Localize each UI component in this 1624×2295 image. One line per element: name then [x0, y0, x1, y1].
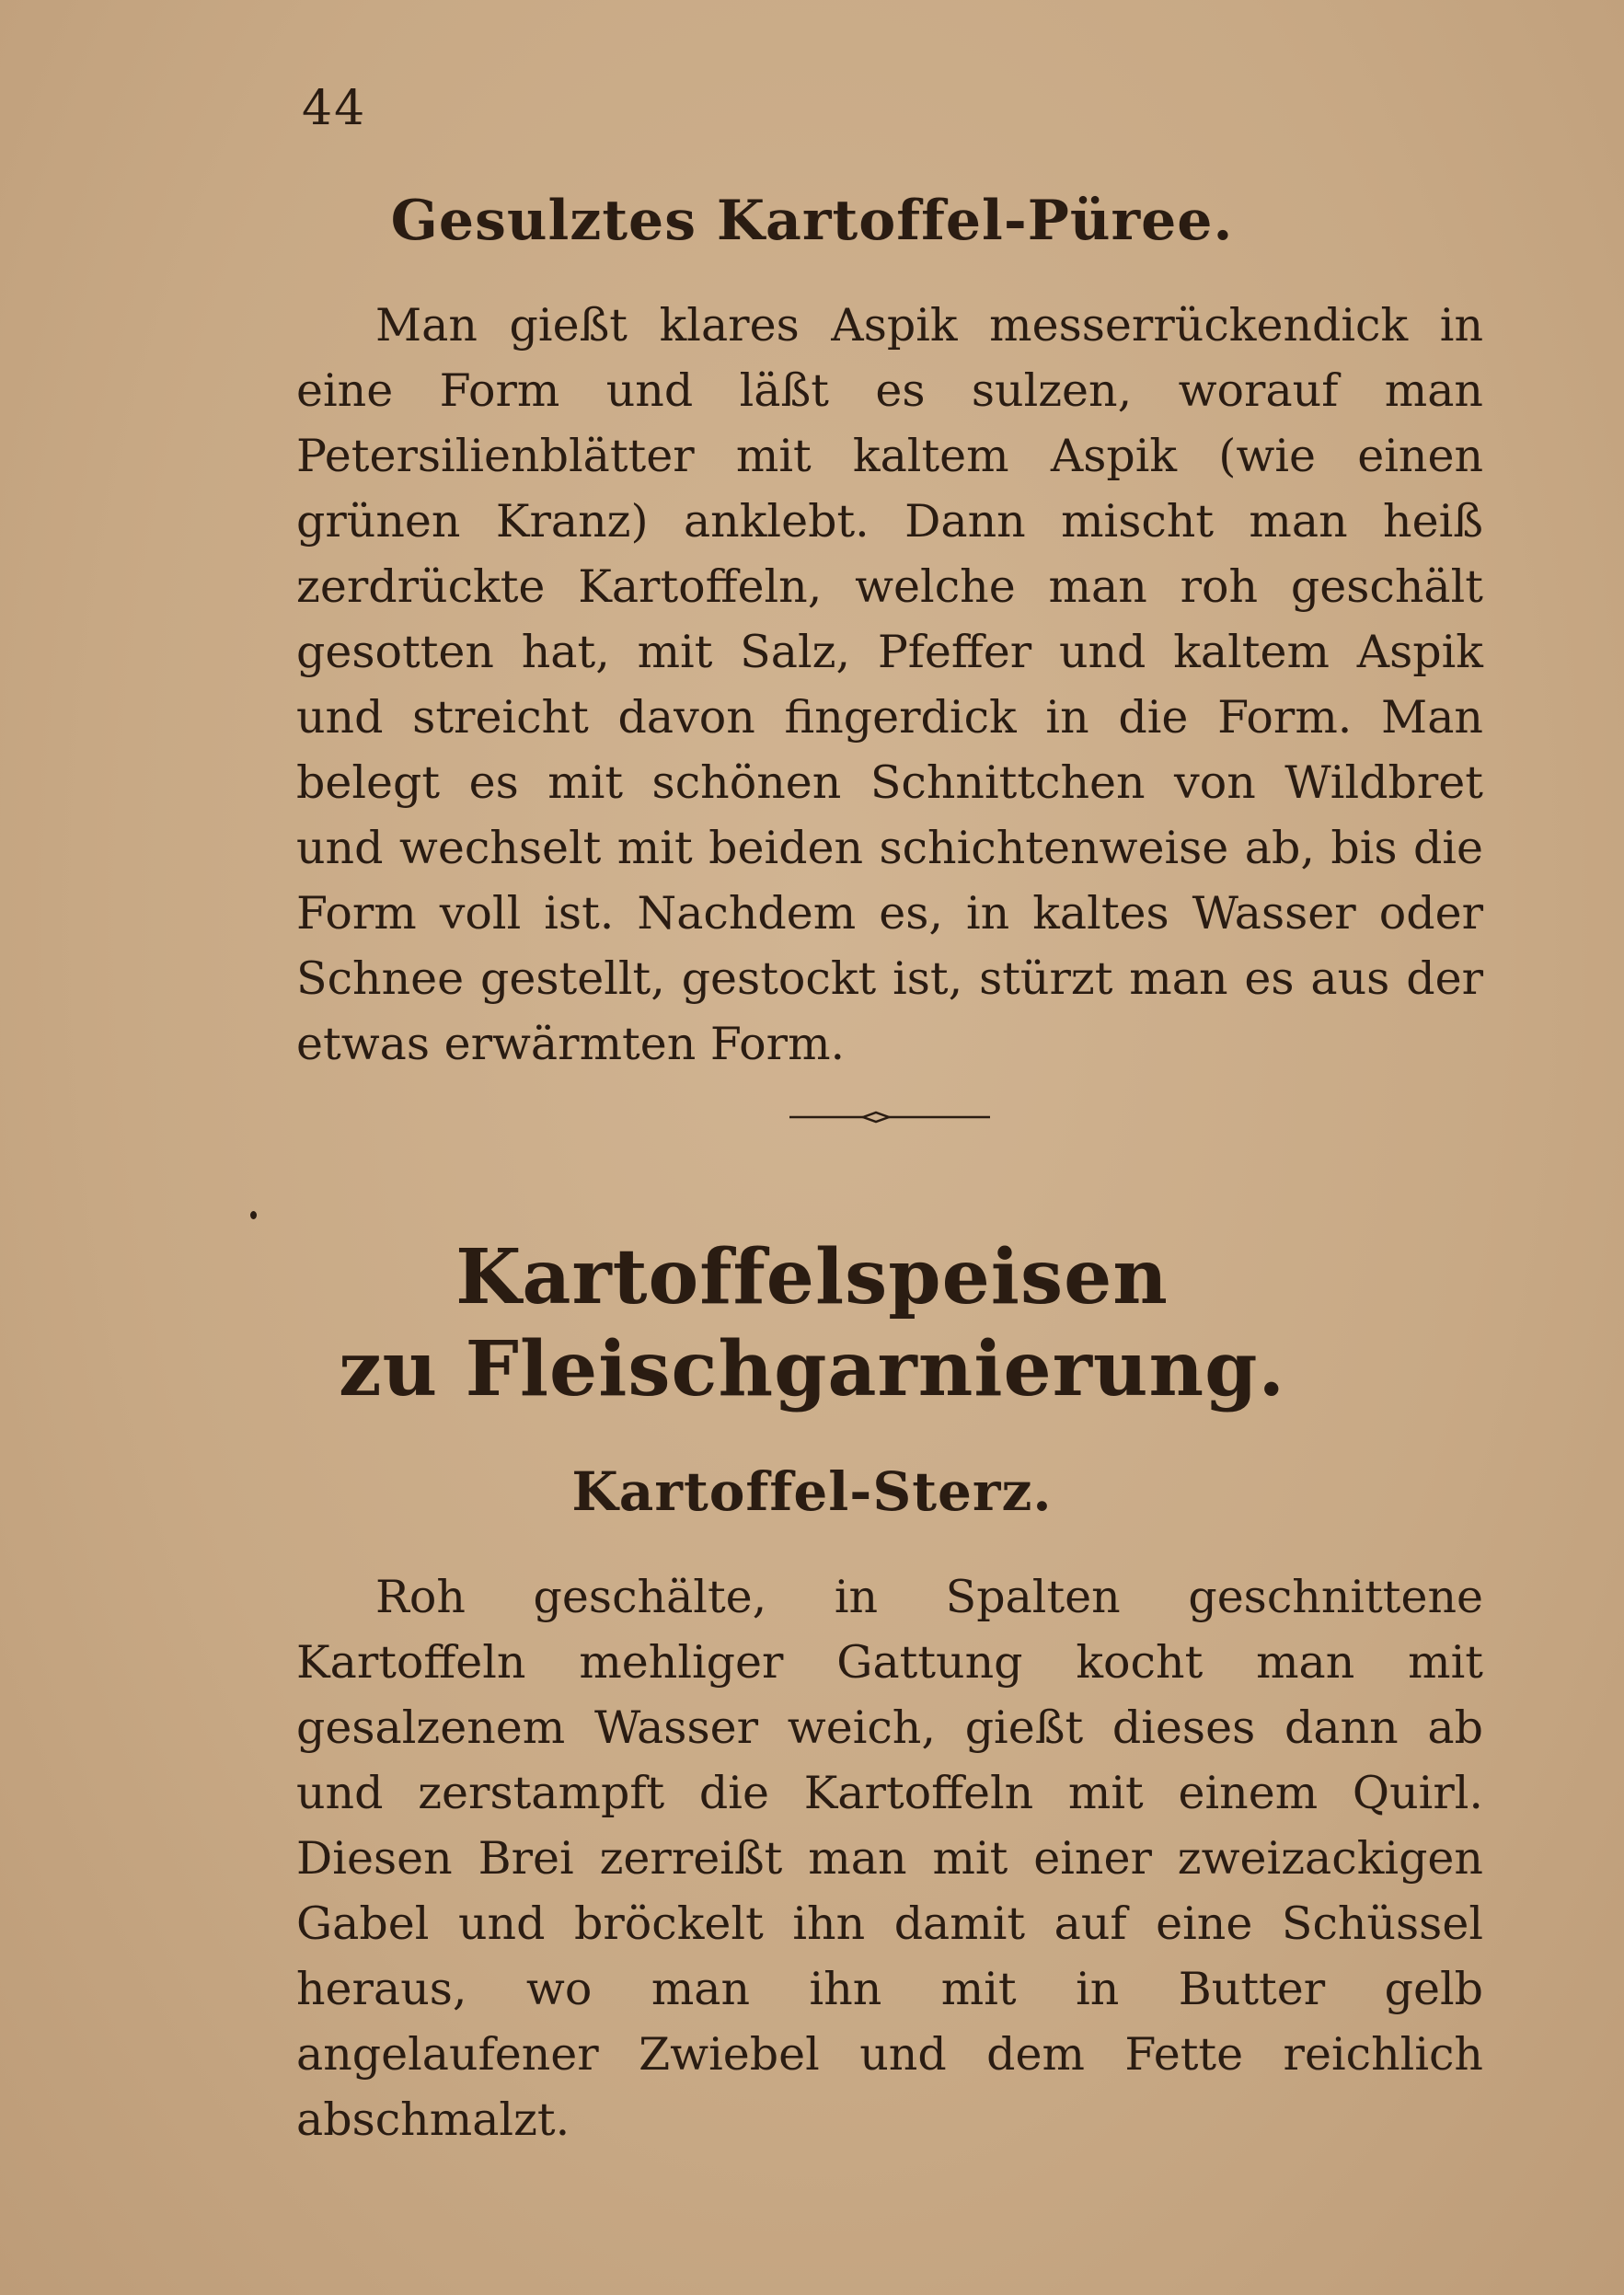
section-title: [0, 1231, 1624, 1415]
recipe-title-kartoffel-sterz: Kartoffel-Sterz.: [571, 1460, 1053, 1523]
ornamental-divider: [789, 1111, 990, 1124]
paper-speck: [250, 1211, 257, 1219]
section-title-line-2: zu Fleischgarnierung.: [338, 1325, 1286, 1413]
recipe-text-kartoffel-sterz: Roh geschälte, in Spalten geschnittene Kartoffeln mehliger Gattung kocht man mit gesalzenem Wasser weich, gießt dieses dann ab und zerstampft die Kartoffeln mit einem Quirl. Diesen Brei zerreißt man mit einer zweizackigen Gabel und bröckelt ihn damit auf eine Schüssel heraus, wo man ihn mit in Butter gelb angelaufener Zwiebel und dem Fette reichlich abschmalzt.: [296, 1571, 1483, 2146]
recipe-title-gesulztes-kartoffel-pueree: Gesulztes Kartoffel-Püree.: [390, 189, 1234, 253]
page-number: 44: [302, 81, 367, 136]
section-title-line-1: Kartoffelspeisen: [455, 1233, 1169, 1321]
recipe-text-gesulztes-kartoffel-pueree: Man gießt klares Aspik messerrückendick in eine Form und läßt es sulzen, worauf man Petersilienblätter mit kaltem Aspik (wie einen grünen Kranz) anklebt. Dann mischt man heiß zerdrückte Kartoffeln, welche man roh geschält gesotten hat, mit Salz, Pfeffer und kaltem Aspik und streicht davon fingerdick in die Form. Man belegt es mit schönen Schnittchen von Wildbret und wechselt mit beiden schichtenweise ab, bis die Form voll ist. Nachdem es, in kaltes Wasser oder Schnee gestellt, gestockt ist, stürzt man es aus der etwas erwärmten Form.: [296, 299, 1483, 1070]
